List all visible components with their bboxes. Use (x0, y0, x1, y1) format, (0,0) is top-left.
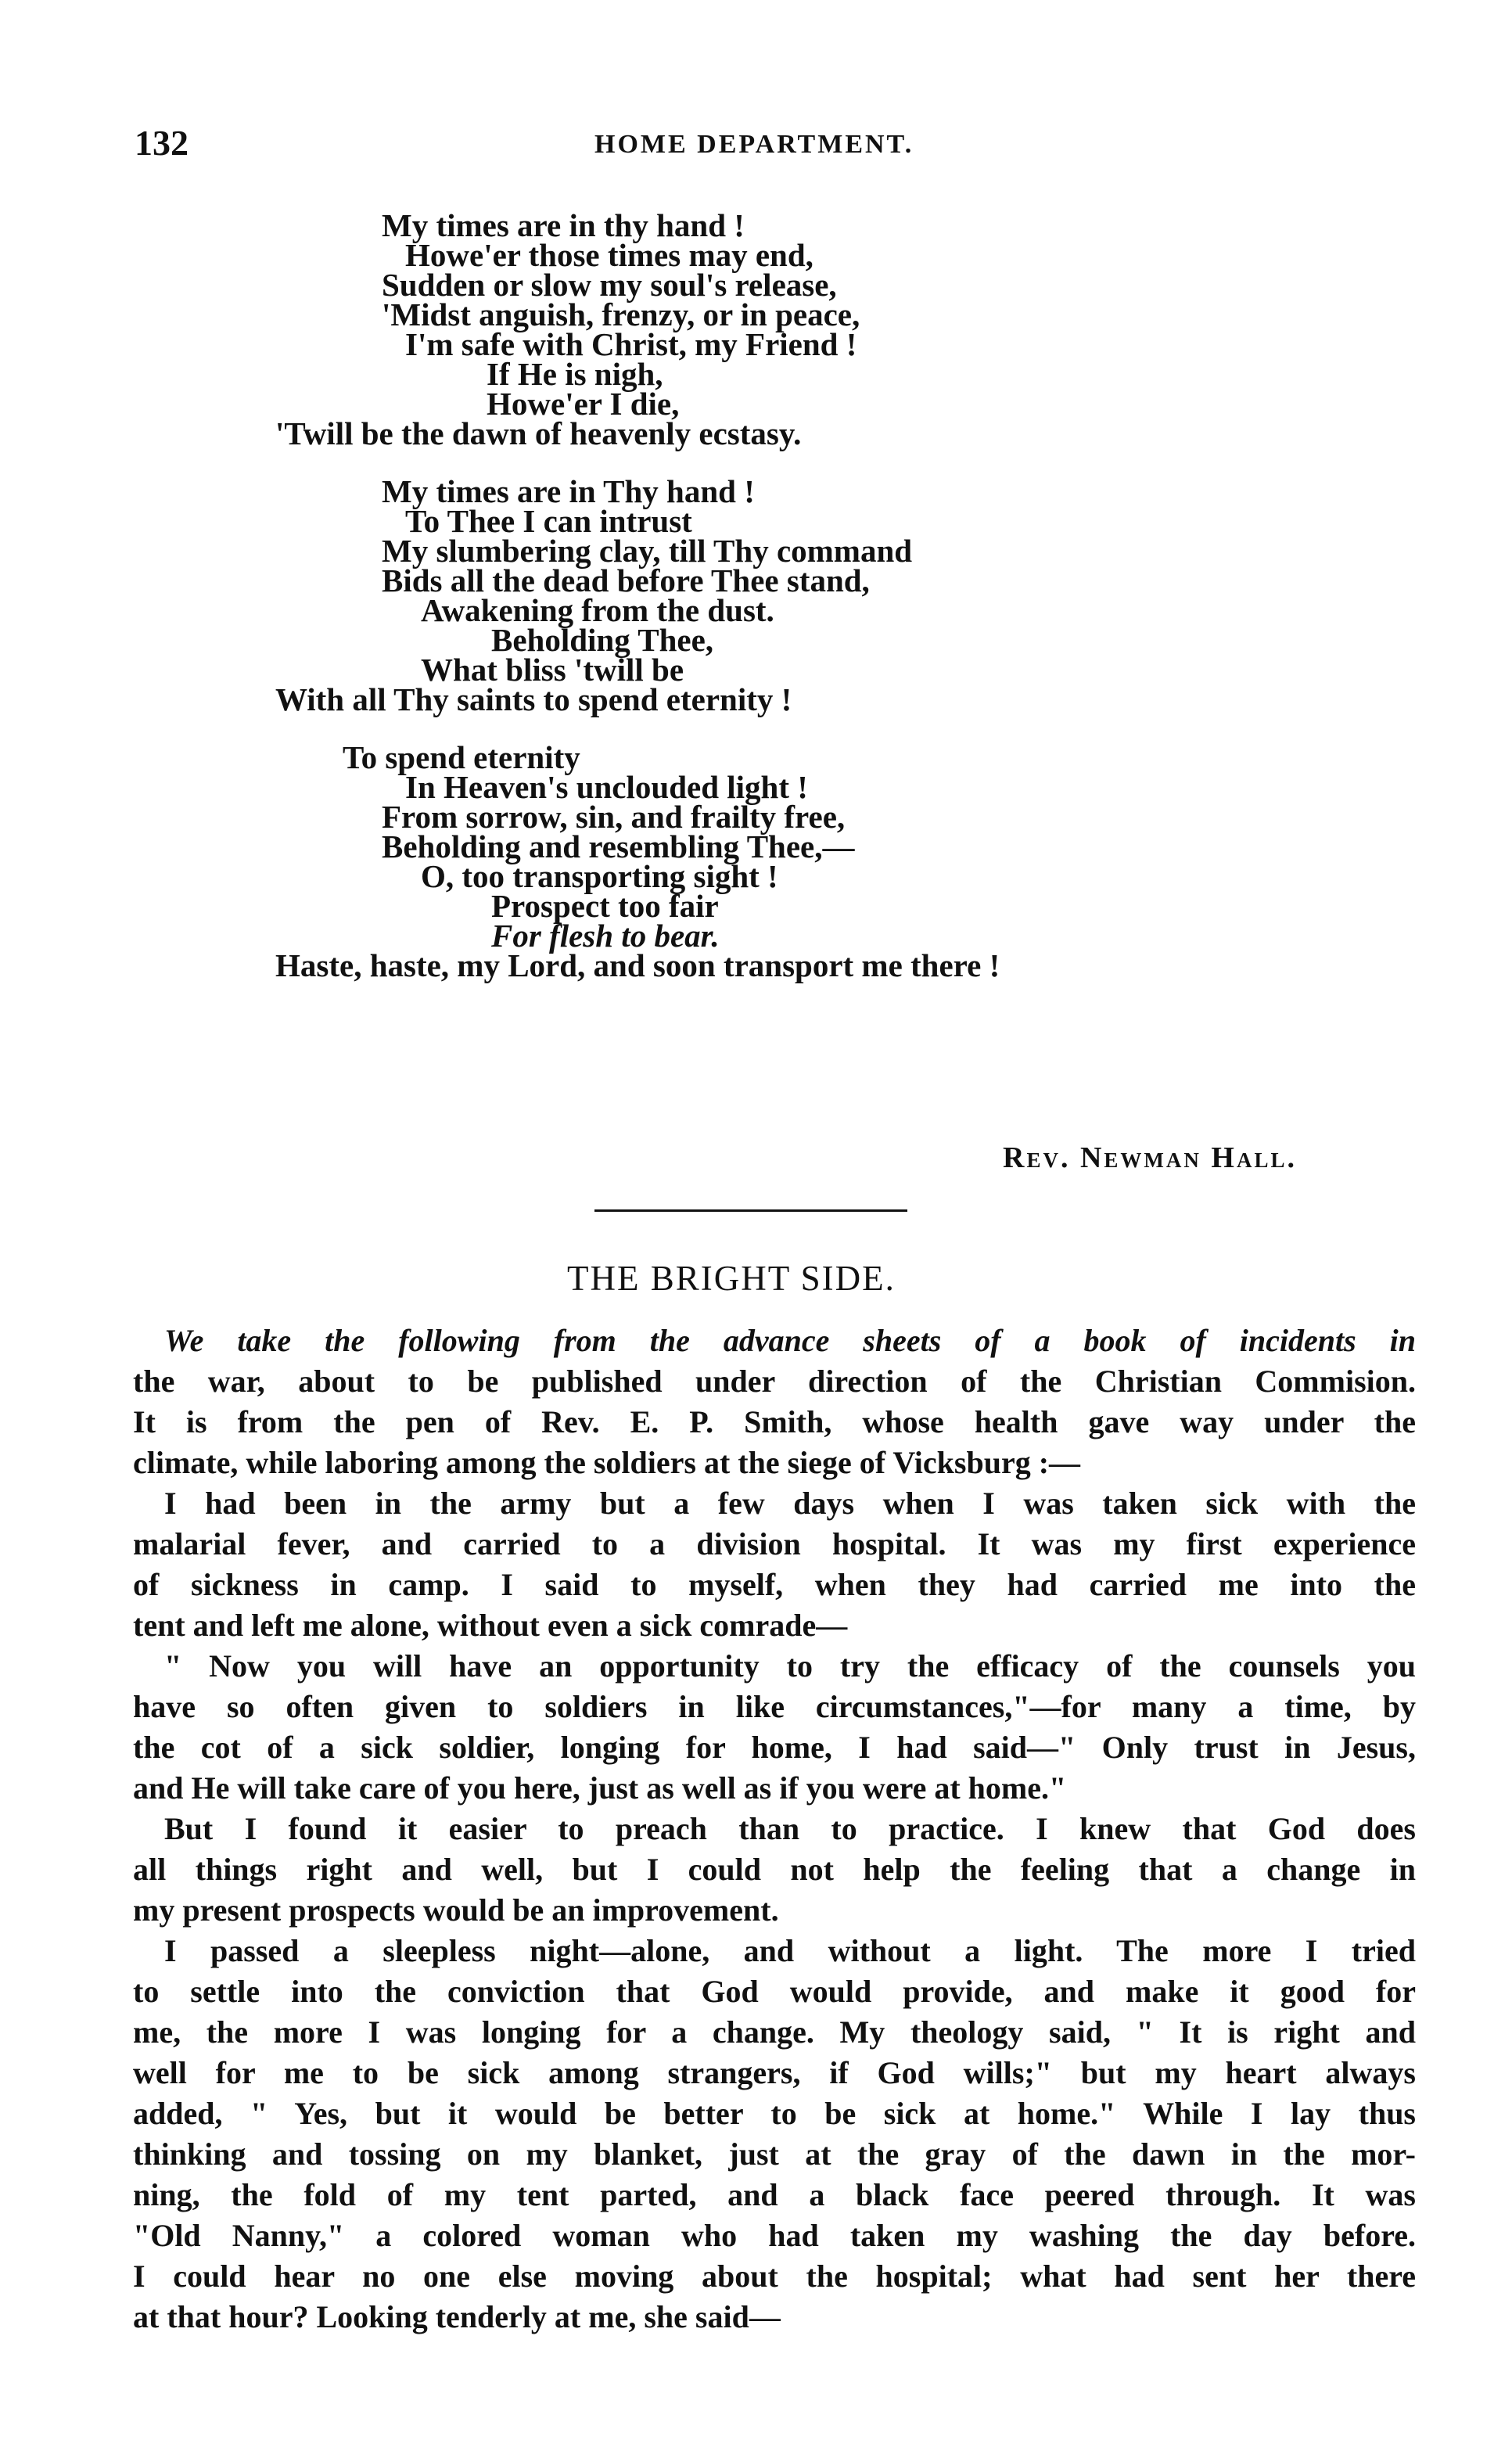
page-number: 132 (135, 123, 189, 163)
running-head: HOME DEPARTMENT. (594, 130, 914, 159)
body-line: well for me to be sick among strangers, if God wills;" but my heart always (133, 2055, 1416, 2090)
poem-line: 'Midst anguish, frenzy, or in peace, (382, 296, 860, 332)
body-line: malarial fever, and carried to a division hospital. It was my first experience (133, 1526, 1416, 1561)
intro-line: It is from the pen of Rev. E. P. Smith, whose health gave way under the (133, 1404, 1416, 1439)
poem-line: From sorrow, sin, and frailty free, (382, 799, 846, 835)
poem-line: With all Thy saints to spend eternity ! (275, 681, 792, 717)
body-line: of sickness in camp. I said to myself, when they had carried me into the (133, 1567, 1416, 1602)
body-line: But I found it easier to preach than to practice. I knew that God does (164, 1811, 1416, 1846)
body-line: and He will take care of you here, just as well as if you were at home." (133, 1770, 1067, 1806)
poem-line: My times are in thy hand ! (382, 207, 745, 243)
poem-line: 'Twill be the dawn of heavenly ecstasy. (275, 415, 802, 451)
poem-attribution: Rev. Newman Hall. (1003, 1141, 1297, 1174)
poem-line: Beholding Thee, (491, 622, 714, 658)
poem-line: Awakening from the dust. (421, 592, 774, 628)
poem-line: My times are in Thy hand ! (382, 473, 755, 509)
body-line: added, " Yes, but it would be better to be sick at home." While I lay thus (133, 2096, 1416, 2131)
body-line: my present prospects would be an improvement. (133, 1892, 779, 1928)
article-title: THE BRIGHT SIDE. (567, 1259, 896, 1298)
poem-line: If He is nigh, (487, 356, 663, 392)
poem-line: Howe'er those times may end, (405, 237, 813, 273)
body-line: have so often given to soldiers in like circumstances,"—for many a time, by (133, 1689, 1416, 1724)
body-line: all things right and well, but I could not help the feeling that a change in (133, 1852, 1416, 1887)
body-line: tent and left me alone, without even a sick comrade— (133, 1608, 848, 1643)
body-line: to settle into the conviction that God would provide, and make it good for (133, 1974, 1416, 2009)
body-line: thinking and tossing on my blanket, just at the gray of the dawn in the mor- (133, 2136, 1416, 2172)
poem-line: Beholding and resembling Thee,— (382, 828, 855, 864)
poem-line: My slumbering clay, till Thy command (382, 533, 913, 569)
poem-line: Prospect too fair (491, 888, 719, 924)
poem-line: Haste, haste, my Lord, and soon transport me there ! (275, 947, 1000, 983)
body-line: " Now you will have an opportunity to try the efficacy of the counsels you (164, 1648, 1416, 1684)
poem-line: For flesh to bear. (491, 918, 720, 954)
poem-line: What bliss 'twill be (421, 652, 684, 688)
poem-line: O, too transporting sight ! (421, 858, 778, 894)
section-divider (594, 1209, 907, 1212)
poem-line: To Thee I can intrust (405, 503, 692, 539)
body-line: at that hour? Looking tenderly at me, she said— (133, 2299, 781, 2334)
body-line: the cot of a sick soldier, longing for home, I had said—" Only trust in Jesus, (133, 1730, 1416, 1765)
poem-line: In Heaven's unclouded light ! (405, 769, 808, 805)
body-line: I passed a sleepless night—alone, and without a light. The more I tried (164, 1933, 1416, 1968)
poem-line: To spend eternity (343, 739, 580, 775)
body-line: me, the more I was longing for a change. My theology said, " It is right and (133, 2014, 1416, 2050)
intro-line: We take the following from the advance sheets of a book of incidents in (164, 1323, 1416, 1358)
poem-line: Sudden or slow my soul's release, (382, 267, 837, 303)
poem-line: I'm safe with Christ, my Friend ! (405, 326, 857, 362)
intro-line: climate, while laboring among the soldiers at the siege of Vicksburg :— (133, 1445, 1081, 1480)
poem-line: Howe'er I die, (487, 386, 680, 422)
body-line: "Old Nanny," a colored woman who had taken my washing the day before. (133, 2218, 1416, 2253)
body-line: ning, the fold of my tent parted, and a black face peered through. It was (133, 2177, 1416, 2212)
intro-line: the war, about to be published under direction of the Christian Commision. (133, 1364, 1416, 1399)
body-line: I had been in the army but a few days when I was taken sick with the (164, 1486, 1416, 1521)
body-line: I could hear no one else moving about the hospital; what had sent her there (133, 2259, 1416, 2294)
poem-line: Bids all the dead before Thee stand, (382, 562, 870, 598)
